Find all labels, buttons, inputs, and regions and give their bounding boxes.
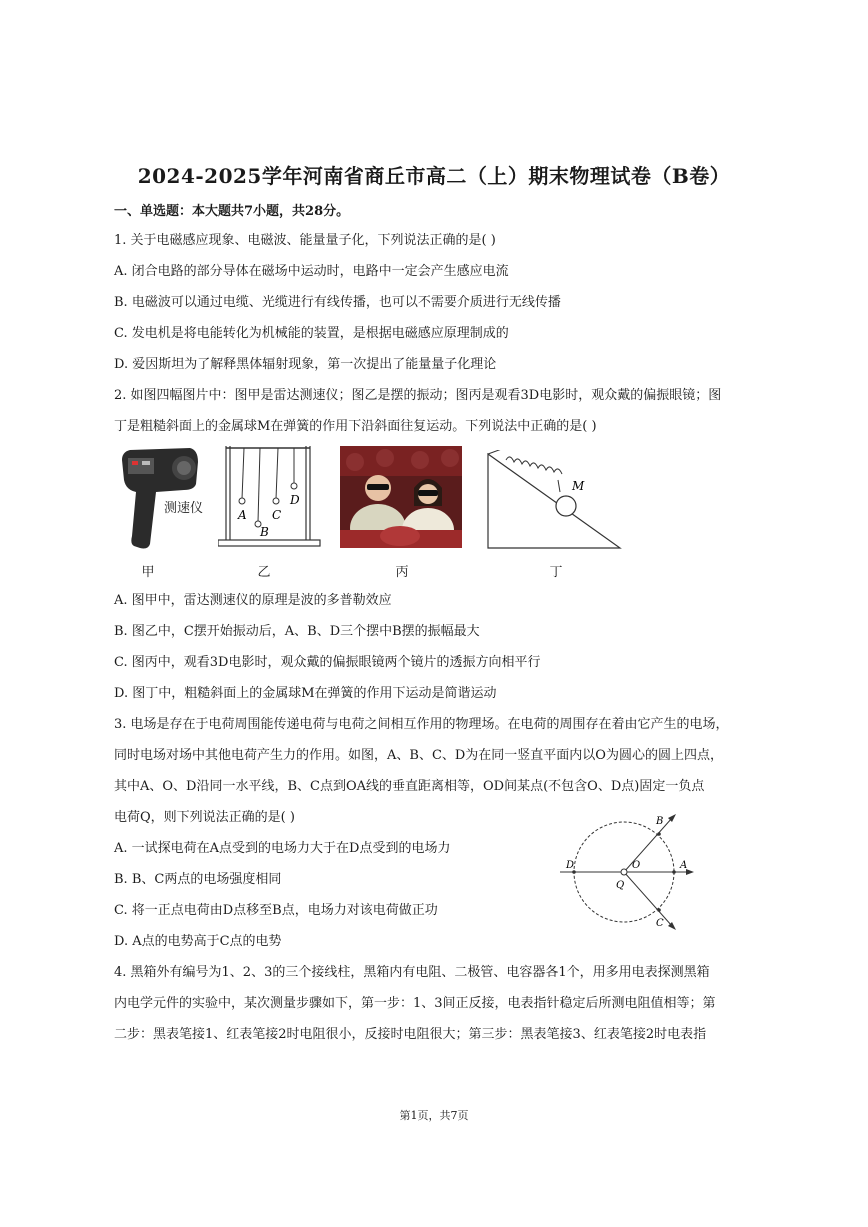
page-title: 2024-2025学年河南省商丘市高二（上）期末物理试卷（B卷）: [137, 164, 731, 188]
q4-line3: 二步：黑表笔接1、红表笔接2时电阻很小，反接时电阻很大；第三步：黑表笔接3、红表笔接2时电表指: [114, 1027, 707, 1042]
q1-option-a: A. 闭合电路的部分导体在磁场中运动时，电路中一定会产生感应电流: [114, 264, 509, 279]
q2-option-d: D. 图丁中，粗糙斜面上的金属球M在弹簧的作用下运动是简谐运动: [114, 686, 497, 701]
q3-option-a: A. 一试探电荷在A点受到的电场力大于在D点受到的电场力: [114, 841, 451, 856]
cinema-photo: [340, 446, 462, 548]
q1-stem: 1. 关于电磁感应现象、电磁波、能量量子化，下列说法正确的是( ): [114, 233, 496, 248]
q1-option-d: D. 爱因斯坦为了解释黑体辐射现象，第一次提出了能量量子化理论: [114, 357, 497, 372]
figure-label-ding: 丁: [549, 565, 563, 580]
incline-spring-figure: [484, 450, 624, 552]
ball-label-m: M: [572, 479, 585, 493]
q2-option-b: B. 图乙中，C摆开始振动后，A、B、D三个摆中B摆的振幅最大: [114, 624, 480, 639]
diagram-label-a: A: [680, 860, 688, 871]
q1-option-c: C. 发电机是将电能转化为机械能的装置，是根据电磁感应原理制成的: [114, 326, 509, 341]
field-circle-diagram: [556, 810, 698, 932]
figure-label-bing: 丙: [395, 565, 409, 580]
figure-label-jia: 甲: [141, 565, 155, 580]
q3-stem-line3: 其中A、O、D沿同一水平线，B、C点到OA线的垂直距离相等，OD间某点(不包含O、D点)固定一负点: [114, 779, 705, 794]
figure-label-yi: 乙: [257, 565, 271, 580]
q3-option-d: D. A点的电势高于C点的电势: [114, 934, 282, 949]
diagram-label-c: C: [656, 918, 664, 929]
diagram-label-b: B: [656, 816, 664, 827]
q2-option-c: C. 图丙中，观看3D电影时，观众戴的偏振眼镜两个镜片的透振方向相平行: [114, 655, 541, 670]
section-heading: 一、单选题：本大题共7小题，共28分。: [114, 204, 350, 219]
pendulum-label-d: D: [290, 493, 300, 507]
q4-line1: 4. 黑箱外有编号为1、2、3的三个接线柱，黑箱内有电阻、二极管、电容器各1个，用多用电表探测黑箱: [114, 965, 710, 980]
q1-option-b: B. 电磁波可以通过电缆、光缆进行有线传播，也可以不需要介质进行无线传播: [114, 295, 561, 310]
pendulum-label-c: C: [272, 508, 282, 522]
pendulum-label-b: B: [260, 525, 269, 539]
q2-option-a: A. 图甲中，雷达测速仪的原理是波的多普勒效应: [114, 593, 392, 608]
diagram-label-d: D: [566, 860, 575, 871]
q4-line2: 内电学元件的实验中，某次测量步骤如下，第一步：1、3间正反接，电表指针稳定后所测电阻值相等；第: [114, 996, 716, 1011]
q3-option-c: C. 将一正点电荷由D点移至B点，电场力对该电荷做正功: [114, 903, 438, 918]
q2-stem-line1: 2. 如图四幅图片中：图甲是雷达测速仪；图乙是摆的振动；图丙是观看3D电影时，观众戴的偏振眼镜；图: [114, 388, 722, 403]
pendulum-label-a: A: [238, 508, 247, 522]
q3-stem-line2: 同时电场对场中其他电荷产生力的作用。如图，A、B、C、D为在同一竖直平面内以O为圆心的圆上四点，: [114, 748, 723, 763]
radar-gun-figure: [108, 444, 218, 556]
device-label: 测速仪: [164, 501, 204, 516]
q2-stem-line2: 丁是粗糙斜面上的金属球M在弹簧的作用下沿斜面往复运动。下列说法中正确的是( ): [114, 419, 597, 434]
pendulum-figure: [218, 444, 322, 552]
q3-option-b: B. B、C两点的电场强度相同: [114, 872, 282, 887]
page-footer: 第1页，共7页: [399, 1109, 469, 1122]
q3-stem-line4: 电荷Q，则下列说法正确的是( ): [114, 810, 295, 825]
diagram-label-o: O: [632, 860, 641, 871]
diagram-label-q: Q: [616, 880, 625, 891]
q3-stem-line1: 3. 电场是存在于电荷周围能传递电荷与电荷之间相互作用的物理场。在电荷的周围存在着由它产生的电场，: [114, 717, 729, 732]
